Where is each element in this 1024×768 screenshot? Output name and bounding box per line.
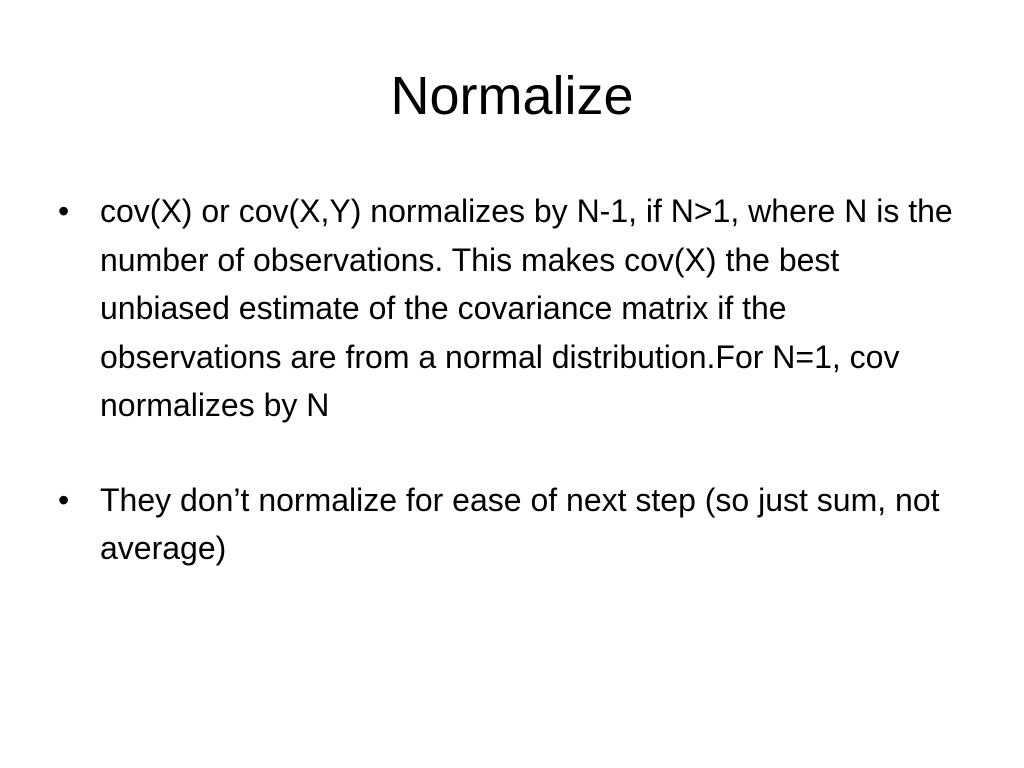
bullet-item-sum-note bbox=[56, 476, 966, 573]
bullet-icon: • bbox=[58, 481, 70, 518]
bullet-icon: • bbox=[58, 193, 70, 229]
bullet-item-normalization bbox=[56, 187, 966, 430]
bullet-list bbox=[56, 187, 966, 573]
slide-title: Normalize bbox=[390, 66, 634, 126]
bullet-text: They don’t normalize for ease of next step (so just sum, not average) bbox=[100, 481, 940, 566]
bullet-text: cov(X) or cov(X,Y) normalizes by N-1, if N>1, where N is the number of observations. This makes cov(X) the best unbiased estimate of the covariance matrix if the observations are from a normal distribution.For N=1, cov normalizes by N bbox=[100, 193, 953, 423]
